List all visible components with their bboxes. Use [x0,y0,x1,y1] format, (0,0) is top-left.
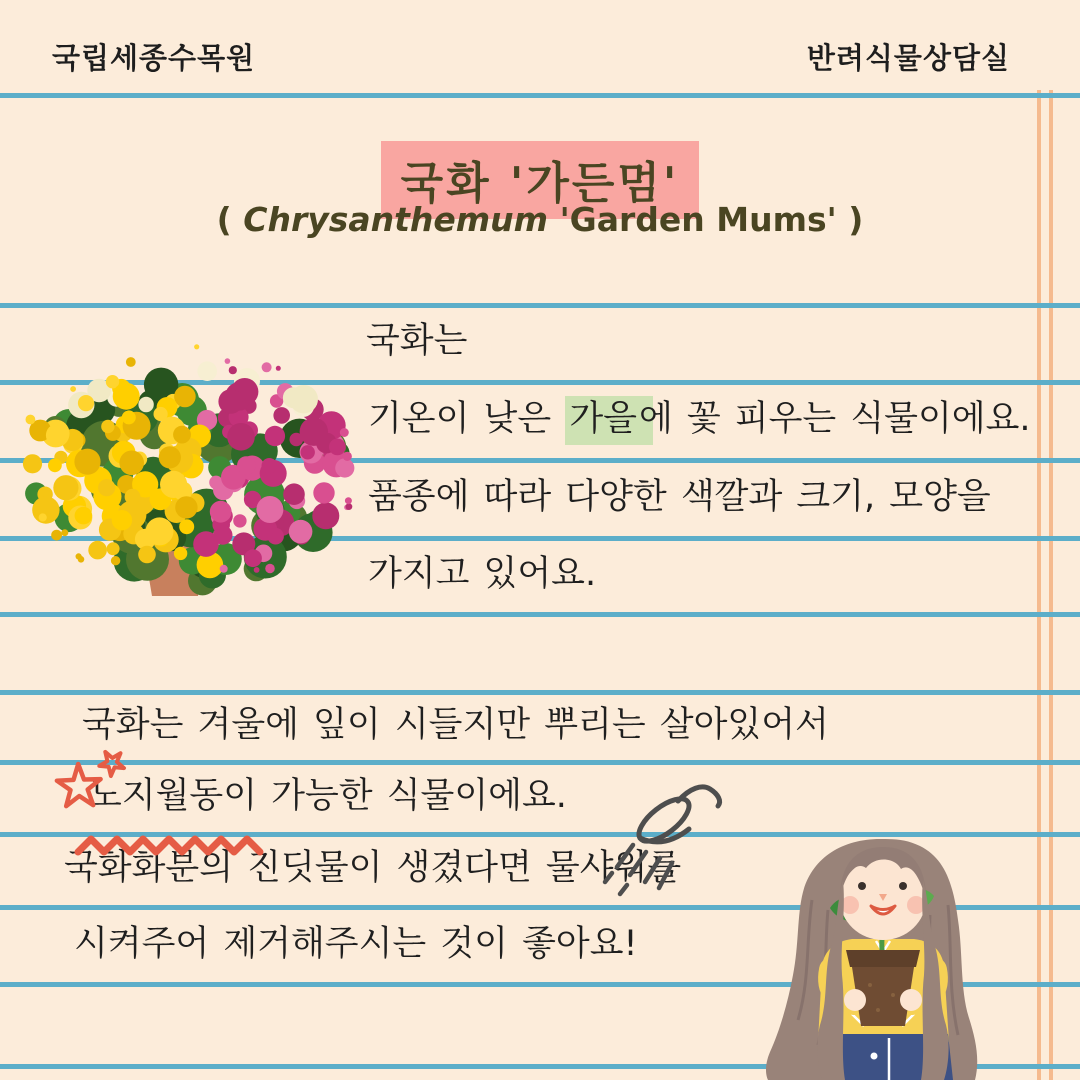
rule-line [0,760,1080,765]
tips-line-3: 국화화분의 진딧물이 생겼다면 물샤워를 [64,848,682,888]
tips-line-2: 노지월동이 가능한 식물이에요. [88,776,567,816]
jeans-button [871,1053,878,1060]
star-icon [99,752,124,776]
girl-pot-rim [846,950,920,967]
rule-line [0,690,1080,695]
intro-line-1: 국화는 [366,321,468,361]
rule-line [0,612,1080,617]
intro-line2-post: 에 꽃 피우는 식물이에요. [638,399,1031,439]
tips-line-1: 국화는 겨울에 잎이 시들지만 뿌리는 살아있어서 [82,705,829,745]
rule-line [0,303,1080,308]
garden-mums-photo [15,330,360,600]
girl-eye [899,882,907,890]
shower-head-icon [585,780,730,900]
girl-hand [844,989,866,1011]
zigzag-underline-icon [70,832,280,862]
zigzag-line [78,839,260,852]
intro-line2-highlight: 가을 [565,396,653,445]
star-doodles-icon [48,742,143,817]
star-icon [57,764,101,806]
shower-pipe [678,787,720,806]
subtitle-latin-name: Chrysanthemum [243,200,549,239]
intro-line2-pre: 기온이 낮은 [368,399,566,439]
rule-line [0,93,1080,98]
shower-spray [605,845,672,894]
girl-holding-plant-illustration [755,830,1080,1080]
intro-line-4: 가지고 있어요. [368,554,597,594]
header-right-consult: 반려식물상담실 [806,41,1010,75]
page-title: 국화 '가든멈' [381,141,700,219]
tips-line-4: 시켜주어 제거해주시는 것이 좋아요! [74,924,638,964]
subtitle-cultivar: 'Garden Mums' ) [548,200,864,239]
girl-hand [900,989,922,1011]
intro-line-2 [368,396,1031,442]
page-subtitle [0,200,1080,239]
intro-line-3: 품종에 따라 다양한 색깔과 크기, 모양을 [368,477,991,517]
subtitle-prefix: ( [216,200,244,239]
header-left-arboretum: 국립세종수목원 [52,41,256,75]
girl-eye [858,882,866,890]
